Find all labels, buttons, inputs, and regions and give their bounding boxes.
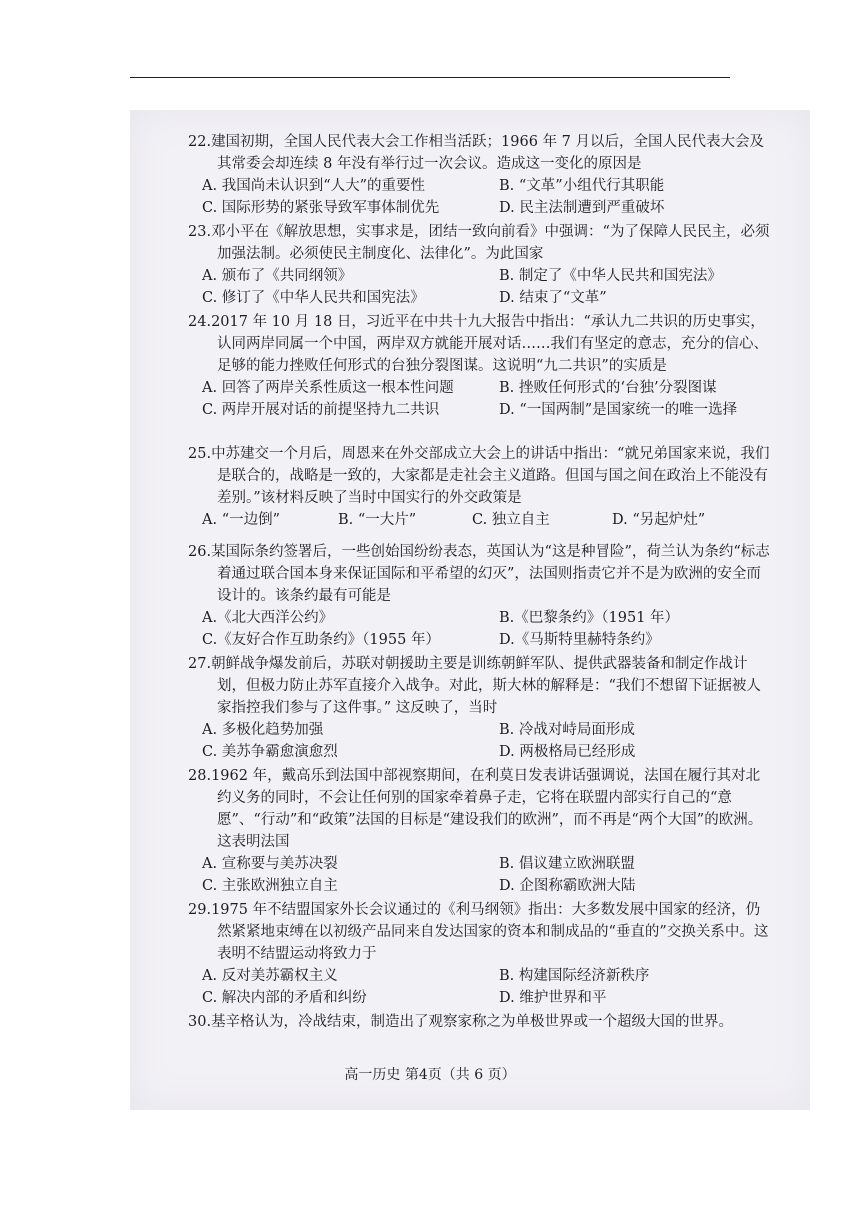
options xyxy=(188,265,773,309)
option-b: B.《巴黎条约》（1951 年） xyxy=(499,610,680,626)
option-d: D. 维护世界和平 xyxy=(499,990,607,1006)
option-b: B. 制定了《中华人民共和国宪法》 xyxy=(499,268,722,284)
option-c: C. 主张欧洲独立自主 xyxy=(202,878,338,894)
question-24 xyxy=(188,311,773,421)
option-a: A. 颁布了《共同纲领》 xyxy=(202,268,353,284)
question-text: 1975 年不结盟国家外长会议通过的《利马纲领》指出：大多数发展中国家的经济，仍然紧紧地束缚在以初级产品同来自发达国家的资本和制成品的“垂直的”交换关系中。这表明不结盟运动将致力于 xyxy=(211,902,769,962)
question-text: 邓小平在《解放思想，实事求是，团结一致向前看》中强调：“为了保障人民民主，必须加强法制。必须使民主制度化、法律化”。为此国家 xyxy=(211,224,770,262)
option-b: B. 冷战对峙局面形成 xyxy=(499,722,635,738)
question-stem xyxy=(188,311,773,377)
question-23 xyxy=(188,221,773,309)
question-number: 28. xyxy=(188,768,212,784)
options xyxy=(188,175,773,219)
question-stem xyxy=(188,131,773,175)
question-number: 27. xyxy=(188,656,212,672)
option-a: A. “一边倒” xyxy=(202,512,281,528)
question-text: 1962 年，戴高乐到法国中部视察期间，在利莫日发表讲话强调说，法国在履行其对北约义务的同时，不会让任何别的国家牵着鼻子走，它将在联盟内部实行自己的“意愿”、“行动”和“政策”法国的目标是“建设我们的欧洲”，而不再是“两个大国”的欧洲。这表明法国 xyxy=(211,768,763,850)
question-number: 25. xyxy=(188,446,212,462)
question-stem xyxy=(188,765,773,853)
option-a: A. 宣称要与美苏决裂 xyxy=(202,856,338,872)
question-text: 中苏建交一个月后，周恩来在外交部成立大会上的讲话中指出：“就兄弟国家来说，我们是联合的，战略是一致的，大家都是走社会主义道路。但国与国之间在政治上不能没有差别。”该材料反映了当时中国实行的外交政策是 xyxy=(211,446,770,506)
option-d: D.《马斯特里赫特条约》 xyxy=(499,632,660,648)
option-a: A. 反对美苏霸权主义 xyxy=(202,968,338,984)
option-d: D. 两极格局已经形成 xyxy=(499,744,636,760)
question-26 xyxy=(188,541,773,651)
option-c: C.《友好合作互助条约》（1955 年） xyxy=(202,632,440,648)
option-b: B. 构建国际经济新秩序 xyxy=(499,968,650,984)
question-number: 29. xyxy=(188,902,212,918)
question-number: 23. xyxy=(188,224,212,240)
question-text: 某国际条约签署后，一些创始国纷纷表态，英国认为“这是种冒险”，荷兰认为条约“标志着通过联合国本身来保证国际和平希望的幻灭”，法国则指责它并不是为欧洲的安全而设计的。该条约最有可能是 xyxy=(211,544,770,604)
option-a: A. 多极化趋势加强 xyxy=(202,722,324,738)
option-c: C. 两岸开展对话的前提坚持九二共识 xyxy=(202,402,440,418)
option-a: A. 我国尚未认识到“人大”的重要性 xyxy=(202,178,426,194)
question-number: 22. xyxy=(188,134,212,150)
option-a: A. 回答了两岸关系性质这一根本性问题 xyxy=(202,380,454,396)
option-b: B. 挫败任何形式的‘台独’分裂图谋 xyxy=(499,380,717,396)
options xyxy=(188,965,773,1009)
options xyxy=(188,607,773,651)
top-rule xyxy=(130,77,730,78)
question-25 xyxy=(188,443,773,531)
option-a: A.《北大西洋公约》 xyxy=(202,610,334,626)
question-number: 24. xyxy=(188,314,212,330)
option-d: D. 企图称霸欧洲大陆 xyxy=(499,878,636,894)
option-b: B. 倡议建立欧洲联盟 xyxy=(499,856,635,872)
question-stem xyxy=(188,899,773,965)
option-b: B. “文革”小组代行其职能 xyxy=(499,178,665,194)
question-text: 朝鲜战争爆发前后，苏联对朝援助主要是训练朝鲜军队、提供武器装备和制定作战计划，但极力防止苏军直接介入战争。对此，斯大林的解释是：“我们不想留下证据被人家指控我们参与了这件事。” 这反映了，当时 xyxy=(211,656,761,716)
options xyxy=(188,509,773,531)
option-d: D. “一国两制”是国家统一的唯一选择 xyxy=(499,402,738,418)
question-number: 30. xyxy=(188,1014,212,1030)
options xyxy=(188,853,773,897)
question-number: 26. xyxy=(188,544,212,560)
question-text: 2017 年 10 月 18 日，习近平在中共十九大报告中指出：“承认九二共识的历史事实，认同两岸同属一个中国，两岸双方就能开展对话……我们有坚定的意志，充分的信心、足够的能力挫败任何形式的台独分裂图谋。这说明“九二共识”的实质是 xyxy=(211,314,768,374)
option-c: C. 独立自主 xyxy=(472,512,550,528)
question-stem xyxy=(188,1011,773,1033)
question-stem xyxy=(188,443,773,509)
options xyxy=(188,377,773,421)
option-d: D. “另起炉灶” xyxy=(612,512,706,528)
option-c: C. 解决内部的矛盾和纠纷 xyxy=(202,990,367,1006)
question-22 xyxy=(188,131,773,219)
question-30 xyxy=(188,1011,773,1033)
question-29 xyxy=(188,899,773,1009)
option-d: D. 民主法制遭到严重破坏 xyxy=(499,200,665,216)
option-b: B. “一大片” xyxy=(338,512,417,528)
option-c: C. 美苏争霸愈演愈烈 xyxy=(202,744,338,760)
option-c: C. 国际形势的紧张导致军事体制优先 xyxy=(202,200,440,216)
question-27 xyxy=(188,653,773,763)
question-stem xyxy=(188,221,773,265)
options xyxy=(188,719,773,763)
page-footer: 高一历史 第4页（共 6 页） xyxy=(344,1067,516,1083)
question-text: 基辛格认为，冷战结束，制造出了观察家称之为单极世界或一个超级大国的世界。 xyxy=(211,1014,734,1030)
question-stem xyxy=(188,541,773,607)
question-text: 建国初期，全国人民代表大会工作相当活跃；1966 年 7 月以后，全国人民代表大会及其常委会却连续 8 年没有举行过一次会议。造成这一变化的原因是 xyxy=(211,134,765,172)
option-d: D. 结束了“文革” xyxy=(499,290,607,306)
option-c: C. 修订了《中华人民共和国宪法》 xyxy=(202,290,425,306)
question-stem xyxy=(188,653,773,719)
question-28 xyxy=(188,765,773,897)
